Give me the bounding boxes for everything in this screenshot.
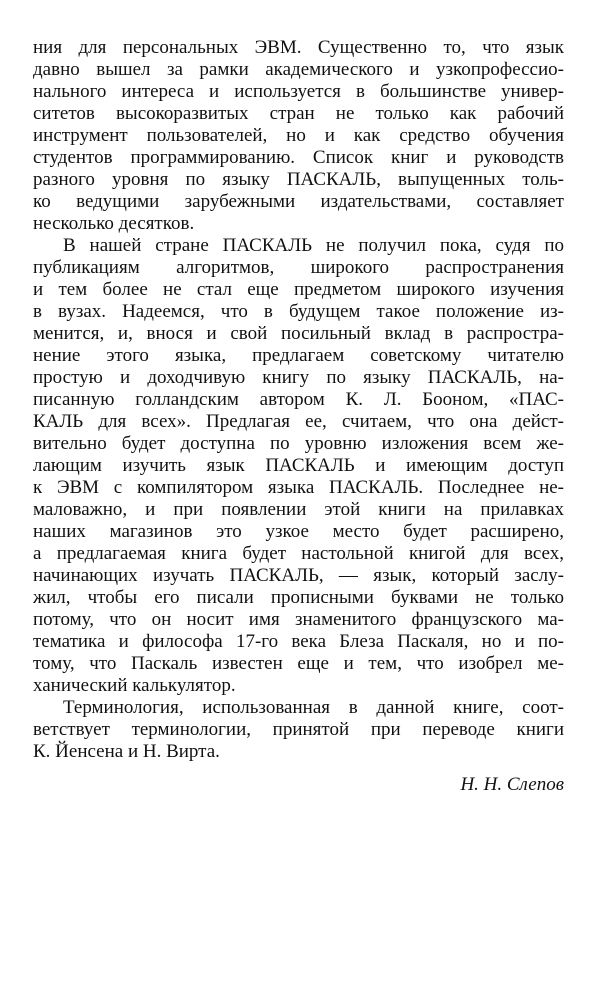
text-line: менится, и, внося и свой посильный вклад в распростра- <box>33 323 564 344</box>
text-line: жил, чтобы его писали прописными буквами не только <box>33 587 564 608</box>
text-line: ситетов высокоразвитых стран не только как рабочий <box>33 103 564 124</box>
text-line: нального интереса и используется в большинстве универ- <box>33 81 564 102</box>
text-line: ханический калькулятор. <box>33 675 236 696</box>
text-line: лающим изучить язык ПАСКАЛЬ и имеющим доступ <box>33 455 564 476</box>
document-body <box>33 37 564 763</box>
text-line: публикациям алгоритмов, широкого распространения <box>33 257 564 278</box>
text-line: тому, что Паскаль известен еще и тем, что изобрел ме- <box>33 653 564 674</box>
text-line: наших магазинов это узкое место будет расширено, <box>33 521 564 542</box>
author-signature: Н. Н. Слепов <box>460 774 564 795</box>
paragraph-3 <box>33 697 564 763</box>
text-line: КАЛЬ для всех». Предлагая ее, считаем, что она дейст- <box>33 411 564 432</box>
paragraph-1 <box>33 37 564 235</box>
text-line: Терминология, использованная в данной книге, соот- <box>63 697 564 718</box>
text-line: ко ведущими зарубежными издательствами, составляет <box>33 191 564 212</box>
text-line: тематика и философа 17-го века Блеза Паскаля, но и по- <box>33 631 564 652</box>
text-line: а предлагаемая книга будет настольной книгой для всех, <box>33 543 564 564</box>
text-line: потому, что он носит имя знаменитого французского ма- <box>33 609 564 630</box>
text-line: и тем более не стал еще предметом широкого изучения <box>33 279 564 300</box>
text-line: разного уровня по языку ПАСКАЛЬ, выпущенных толь- <box>33 169 564 190</box>
text-line: маловажно, и при появлении этой книги на прилавках <box>33 499 564 520</box>
text-line: нение этого языка, предлагаем советскому читателю <box>33 345 564 366</box>
text-line: ния для персональных ЭВМ. Существенно то, что язык <box>33 37 564 58</box>
text-line: простую и доходчивую книгу по языку ПАСКАЛЬ, на- <box>33 367 564 388</box>
text-line: писанную голландским автором К. Л. Бооном, «ПАС- <box>33 389 564 410</box>
text-line: вительно будет доступна по уровню изложения всем же- <box>33 433 564 454</box>
text-line: в вузах. Надеемся, что в будущем такое положение из- <box>33 301 564 322</box>
text-line: начинающих изучать ПАСКАЛЬ, — язык, который заслу- <box>33 565 564 586</box>
text-line: несколько десятков. <box>33 213 195 234</box>
text-line: ветствует терминологии, принятой при переводе книги <box>33 719 564 740</box>
text-line: студентов программированию. Список книг и руководств <box>33 147 564 168</box>
text-line: давно вышел за рамки академического и узкопрофессио- <box>33 59 564 80</box>
text-line: К. Йенсена и Н. Вирта. <box>33 741 220 762</box>
text-line: инструмент пользователей, но и как средство обучения <box>33 125 564 146</box>
text-line: В нашей стране ПАСКАЛЬ не получил пока, судя по <box>63 235 564 256</box>
text-line: к ЭВМ с компилятором языка ПАСКАЛЬ. Последнее не- <box>33 477 564 498</box>
paragraph-2 <box>33 235 564 697</box>
